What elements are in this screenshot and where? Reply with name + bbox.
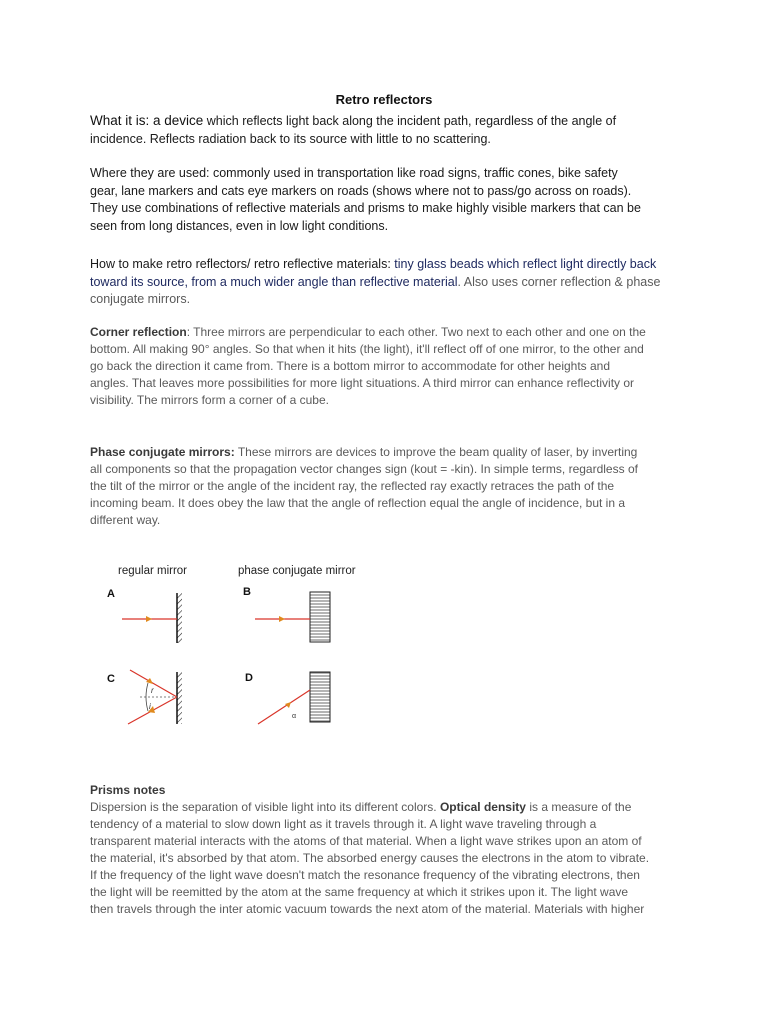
what-it-is-label: What it is: a device [90, 113, 204, 128]
label-phase-conjugate-mirror: phase conjugate mirror [238, 565, 356, 577]
phase-conjugate-mirror-block [310, 672, 330, 722]
phase-conjugate-text: different way. [90, 513, 161, 527]
where-used-line: They use combinations of reflective materials and prisms to make highly visible markers that can be [90, 201, 641, 215]
prisms-text: the material, it's absorbed by that atom. The absorbed energy causes the electrons in the atom to vibrate. [90, 851, 650, 865]
phase-conjugate-text: the tilt of the mirror or the angle of the incident ray, the reflected ray exactly retraces the path of the [90, 479, 615, 493]
how-to-make-line: conjugate mirrors. [90, 292, 191, 306]
prisms-text: If the frequency of the light wave doesn't match the resonance frequency of the vibrating electrons, then [90, 868, 640, 882]
corner-reflection-text: angles. That leaves more possibilities for more light situations. A third mirror can enhance reflectivity or [90, 376, 635, 390]
angle-label-r: r [151, 686, 154, 695]
where-used-line: Where they are used: commonly used in transportation like road signs, traffic cones, bike safety [90, 166, 618, 180]
prisms-text: the light will be reemitted by the atom at the same frequency at which it strikes upon it. The light wave [90, 885, 629, 899]
prisms-text: transparent material interacts with the atoms of that material. When a light wave strikes upon an atom of [90, 834, 642, 848]
prisms-text: Dispersion is the separation of visible light into its different colors. [90, 800, 440, 814]
angle-label: α [292, 713, 297, 720]
phase-conjugate-label: Phase conjugate mirrors: [90, 445, 235, 459]
panel-label-a: A [107, 588, 115, 600]
phase-conjugate-text: all components so that the propagation vector changes sign (kout = -kin). In simple terms, regardless of [90, 462, 638, 476]
prisms-text: tendency of a material to slow down light as it travels through it. A light wave traveling through a [90, 817, 597, 831]
prisms-section [90, 782, 690, 918]
panel-label-b: B [243, 586, 251, 598]
how-to-make-highlight: tiny glass beads which reflect light directly back [394, 257, 657, 271]
panel-b-phase-conjugate-mirror [255, 592, 330, 642]
corner-reflection-paragraph [90, 324, 690, 409]
panel-label-c: C [107, 673, 115, 685]
where-used-paragraph [90, 165, 690, 235]
prisms-heading: Prisms notes [90, 783, 166, 797]
document-title: Retro reflectors [335, 92, 433, 107]
phase-conjugate-text: These mirrors are devices to improve the beam quality of laser, by inverting [234, 445, 638, 459]
how-to-make-paragraph [90, 256, 690, 309]
what-it-is-text: which reflects light back along the incident path, regardless of the angle of [203, 114, 617, 128]
how-to-make-suffix: . Also uses corner reflection & phase [457, 274, 661, 289]
corner-reflection-text: bottom. All making 90° angles. So that when it hits (the light), it'll reflect off of one mirror, to the other and [90, 342, 644, 356]
how-to-make-prefix: How to make retro reflectors/ retro reflective materials: [90, 257, 395, 271]
how-to-make-highlight: toward its source, from a much wider angle than reflective material [90, 274, 458, 289]
panel-d-phase-conjugate-angled [258, 672, 330, 724]
what-it-is-paragraph [90, 112, 690, 148]
panel-a-regular-mirror [122, 593, 182, 643]
prisms-text: is a measure of the [525, 800, 632, 814]
corner-reflection-text: : Three mirrors are perpendicular to each other. Two next to each other and one on the [186, 325, 646, 339]
panel-label-d: D [245, 672, 253, 684]
incident-ray [258, 690, 310, 724]
corner-reflection-label: Corner reflection [90, 325, 187, 339]
mirror-diagram [100, 555, 400, 735]
angle-arc [146, 683, 148, 711]
prisms-text: then travels through the inter atomic vacuum towards the next atom of the material. Materials with higher [90, 902, 645, 916]
where-used-line: gear, lane markers and cats eye markers on roads (shows where not to pass/go across on roads). [90, 183, 632, 198]
corner-reflection-text: visibility. The mirrors form a corner of a cube. [90, 393, 329, 407]
angle-label-i: i [149, 702, 151, 711]
optical-density-term: Optical density [439, 800, 526, 814]
label-regular-mirror: regular mirror [118, 565, 188, 577]
ray-arrow-icon [146, 616, 152, 622]
what-it-is-text: incidence. Reflects radiation back to its source with little to no scattering. [90, 131, 491, 146]
corner-reflection-text: go back the direction it came from. There is a bottom mirror to accommodate for other heights and [90, 359, 611, 373]
phase-conjugate-paragraph [90, 444, 690, 529]
ray-arrow-icon [146, 678, 153, 684]
ray-arrow-icon [279, 616, 285, 622]
phase-conjugate-text: incoming beam. It does obey the law that the angle of reflection equal the angle of incidence, but in a [90, 496, 626, 510]
ray-arrow-icon [285, 702, 291, 708]
where-used-line: seen from long distances, even in low light conditions. [90, 218, 389, 233]
phase-conjugate-mirror-block [310, 592, 330, 642]
panel-c-regular-mirror-angled [128, 670, 182, 724]
